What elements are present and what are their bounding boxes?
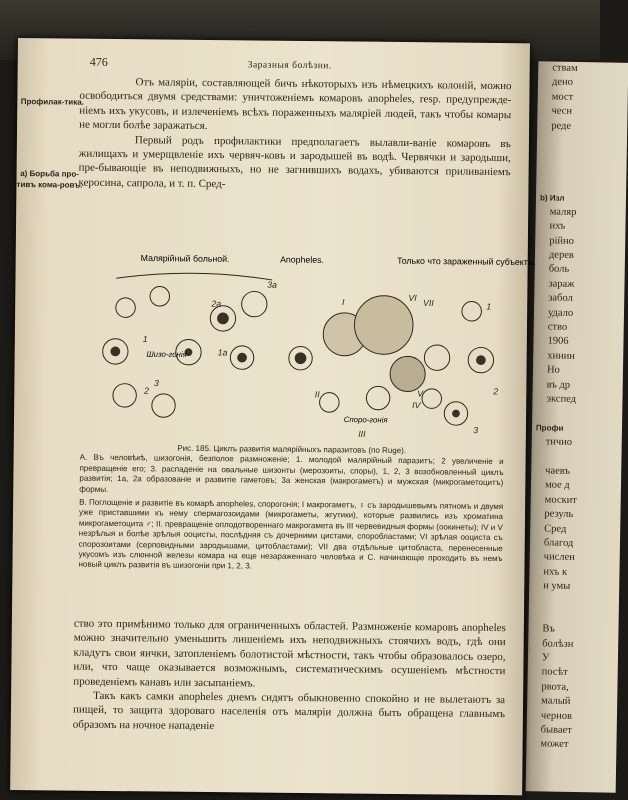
label-patient: Малярійный больной. — [140, 252, 230, 264]
right-page-line: въ др — [546, 379, 571, 391]
paragraph: Такъ какъ самки anopheles днемъ сидятъ обыкновенно спокойно и не вылетаютъ за пищей, то защита здороваго населенія отъ маляріи должна быть обращена главнымъ образомъ на ночное нападеніе — [72, 689, 506, 732]
nuclei — [110, 311, 486, 417]
svg-text:V: V — [417, 388, 424, 399]
right-page — [526, 61, 628, 792]
right-page-line: числен — [543, 551, 575, 564]
svg-text:1: 1 — [486, 301, 492, 312]
right-page-line: b) Изл — [539, 192, 565, 203]
figure-caption — [78, 443, 503, 575]
right-page-line — [536, 162, 626, 178]
margin-note-prophylaxis: Профилак-тика. — [20, 97, 84, 107]
svg-text:3: 3 — [473, 425, 479, 436]
right-page-line: чаевъ — [545, 465, 571, 477]
svg-text:VI: VI — [408, 292, 417, 303]
right-page-line: Въ — [542, 623, 555, 635]
brace — [116, 272, 272, 279]
right-page-line: ствам — [552, 62, 578, 74]
svg-text:1a: 1a — [217, 347, 228, 358]
svg-text:I: I — [342, 297, 345, 308]
right-page-line — [529, 594, 619, 610]
label-sporogony: Споро-гонія — [343, 415, 388, 425]
right-page-line: москит — [544, 494, 577, 506]
right-page-line: реде — [551, 120, 572, 132]
svg-text:2: 2 — [493, 386, 499, 397]
right-page-line: рвота, — [541, 681, 569, 693]
caption-title: Рис. 185. Циклъ развитія малярійныхъ паразитовъ (по Ruge). — [177, 443, 407, 456]
malaria-cycle-figure — [80, 249, 536, 448]
margin-note-mosquito-control: а) Борьба про-тивъ кома-ровъ. — [16, 169, 83, 190]
body-text-bottom — [73, 617, 506, 737]
right-page-line: чесн — [551, 105, 573, 118]
figure-numbers — [142, 278, 500, 440]
label-infected: Только что зараженный субъектъ. — [397, 255, 536, 268]
right-page-line: Профи — [535, 423, 564, 433]
caption-part-b: В. Поглощеніе и развитіе въ комарѣ anopheles, спорогонія; I макрогаметъ, ♀ съ зародышевымъ пятномъ и двумя уже приставшими къ нему спермагозоидами (микрогаметы, жгутики), которые развились изъ хроматина микрогаметоцита ♂; II. превращеніе оплодотвореннаго макрогамета въ III червевидныя формы (оокинеты); IV и V незрѣлыя и болѣе зрѣлыя ооцисты, послѣдняя съ дочерними цистами, споробластами; VI зрѣлая ооциста съ спорозоитами (серповидными зародышами, цитобластами); VII два отдѣльные цитобласта, перенесенные укусомъ изъ слюнной железы комара на еще незараженнаго человѣка и С. начинающіе проходить въ немъ новый циклъ развитія въ шизогоніи при 1, 2, 3. — [78, 497, 504, 571]
svg-text:III: III — [358, 428, 366, 439]
right-page-line: 1906 — [547, 335, 569, 348]
svg-text:VII: VII — [422, 297, 434, 308]
right-page-line — [537, 148, 627, 164]
right-page-line: дено — [551, 76, 573, 89]
right-page-line: забол — [548, 292, 573, 305]
right-page-line: Сред — [544, 522, 567, 535]
paragraph: Первый родъ профилактики предполагаетъ вылавли-ваніе комаровъ въ жилищахъ и умерщвленіе ихъ червяч-ковъ и зародышей въ водѣ. Червячки и зародыши, пре-бывающіе въ неподвижныхъ, но не загнившихъ водахъ, убиваются приливаніемъ керосина, сапрола, и т. п. Сред- — [78, 133, 511, 191]
svg-text:3a: 3a — [267, 279, 277, 290]
right-page-line: экспед — [546, 393, 577, 405]
right-page-line: малый — [541, 695, 571, 708]
right-page-line: ство — [547, 321, 568, 333]
running-head: Заразныя болѣзни. — [247, 60, 332, 72]
book-page — [10, 38, 536, 795]
right-page-line — [529, 608, 619, 624]
right-page-line: ихъ к — [543, 566, 568, 578]
right-page-line: мое д — [544, 479, 570, 492]
right-page-line: резуль — [544, 508, 574, 521]
right-page-line: может — [540, 738, 569, 751]
right-page-line: Но — [546, 364, 560, 376]
paragraph: ство это примѣнимо только для ограниченныхъ областей. Размноженіе комаровъ anopheles можно значительно уменьшить лишеніемъ ихъ неподвижныхъ стоячихъ водъ, гдѣ они кладутъ свои яички, затопленіемъ болотистой мѣстности, такъ чтобы образовалось озеро, или, что чаще оказывается возможнымъ, систематическимъ осушеніемъ мѣстности проведеніемъ канавъ или засыпаніемъ. — [73, 617, 506, 690]
right-page-line: боль — [548, 263, 570, 276]
right-page-line: дерев — [548, 249, 574, 261]
caption-part-a: А. Въ человѣкѣ, шизогонія, безполое размноженіе; 1. молодой малярійный паразитъ; 2 увеличеніе и превращеніе его; 3. распаденіе на овальные шизонты (мерозоиты, споры), 1, 2, 3 возобновленный циклъ развитія; 1а, 2а образованіе и развитіе гаметовъ; 3а женская (макрогаметъ) и мужская (микрогаметоцитъ) формы. — [79, 453, 504, 494]
right-page-line: посѣт — [541, 666, 568, 679]
right-page-line: рійно — [549, 235, 574, 247]
label-anopheles: Anopheles. — [280, 254, 325, 265]
right-page-line: бывает — [540, 724, 572, 736]
right-page-line: тично — [545, 436, 573, 449]
right-page-line: благод — [543, 537, 574, 549]
right-page-line: и умы — [543, 580, 571, 592]
paragraph: Отъ маляріи, составляющей бичъ нѣкоторыхъ изъ нѣмецкихъ колоній, можно освободиться двумя средствами: уничтоженіемъ комаровъ anopheles, resp. предупрежде-ніемъ ихъ укусовъ, и излеченіемъ всѣхъ пораженныхъ маляріей людей, такъ чтобы комары не могли болѣе заражаться. — [79, 76, 512, 133]
svg-text:2: 2 — [144, 385, 150, 396]
right-page-line — [532, 407, 622, 423]
svg-text:3: 3 — [153, 377, 159, 388]
right-page-line — [531, 450, 621, 466]
right-page-line: ихъ — [549, 220, 566, 233]
right-page-line: У — [541, 652, 550, 664]
svg-text:2a: 2a — [211, 298, 222, 309]
right-page-line — [537, 133, 627, 149]
right-page-line: зараж — [548, 278, 575, 290]
svg-text:1: 1 — [142, 333, 148, 344]
body-text-top — [78, 75, 511, 195]
svg-text:II: II — [314, 389, 320, 400]
right-page-line: хинин — [547, 350, 576, 362]
right-page-line: удало — [547, 307, 574, 319]
right-page-line: мост — [551, 91, 574, 103]
right-page-line: маляр — [549, 206, 577, 218]
right-page-line: чернов — [540, 709, 573, 722]
label-schizogony: Шизо-гонія — [146, 349, 187, 360]
right-page-line: болѣзн — [542, 638, 574, 650]
svg-text:IV: IV — [412, 400, 421, 411]
page-number: 476 — [89, 54, 108, 69]
right-page-line — [536, 176, 626, 192]
